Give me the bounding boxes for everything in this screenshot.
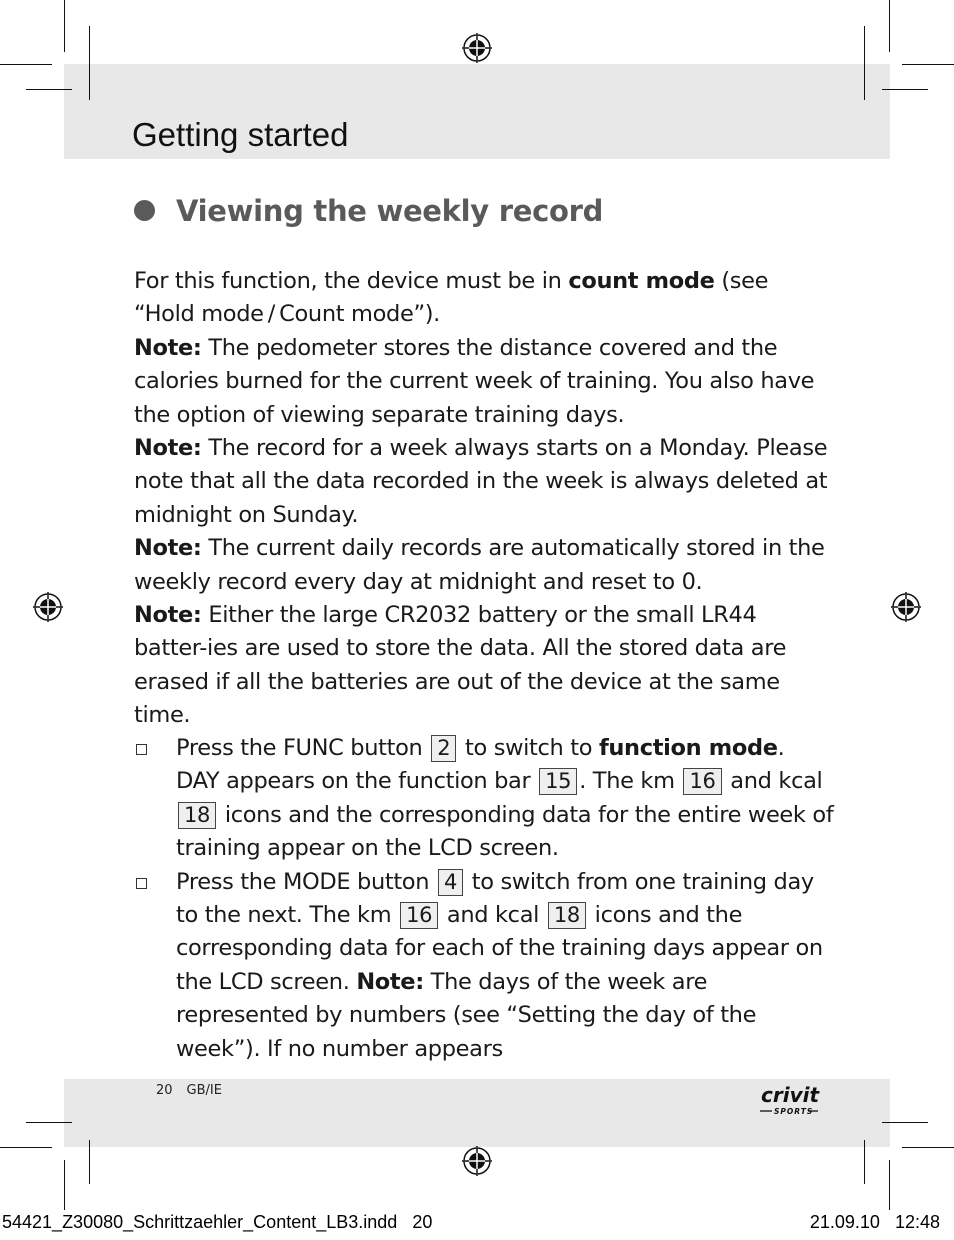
- list-item: [134, 866, 834, 1066]
- slug-date: 21.09.10: [809, 1212, 880, 1232]
- reference-number-box: 2: [431, 735, 456, 762]
- crop-mark: [26, 89, 72, 90]
- registration-mark-icon: [462, 1146, 492, 1176]
- section-bullet-icon: [134, 200, 155, 221]
- print-slug: [2, 1212, 952, 1233]
- bold-text: count mode: [568, 268, 715, 294]
- reference-number-box: 18: [548, 902, 586, 929]
- paragraph: [134, 332, 829, 432]
- text-run: Either the large CR2032 battery or the small LR44 batter-ies are used to store the data. All the stored data are erased if all the batteries are out of the device at the same time.: [134, 602, 787, 729]
- crop-mark: [26, 1122, 72, 1123]
- crop-mark: [89, 26, 90, 100]
- text-run: icons and the corresponding data for each of the training days appear on the LCD screen.: [176, 902, 823, 995]
- crop-mark: [864, 26, 865, 100]
- paragraph: [134, 599, 829, 733]
- crop-mark: [902, 1147, 954, 1148]
- crivit-sports-logo-icon: [758, 1080, 824, 1116]
- crop-mark: [0, 64, 52, 65]
- page-number: 20: [156, 1083, 173, 1098]
- bold-text: Note:: [134, 334, 202, 361]
- bold-text: function mode: [598, 735, 778, 761]
- logo-text: crivit: [761, 1083, 820, 1107]
- list-item: [134, 732, 834, 866]
- paragraph: [134, 432, 829, 532]
- reference-number-box: 15: [539, 768, 577, 795]
- reference-number-box: 16: [400, 902, 438, 929]
- registration-mark-icon: [891, 592, 921, 622]
- crop-mark: [889, 0, 890, 52]
- text-run: to switch to: [458, 735, 599, 761]
- crop-mark: [902, 64, 954, 65]
- checkbox-square-icon: [136, 878, 147, 889]
- reference-number-box: 16: [683, 768, 721, 795]
- text-run: Press the MODE button: [176, 868, 436, 895]
- logo-subtext: SPORTS: [774, 1107, 814, 1116]
- crop-mark: [0, 1147, 52, 1148]
- text-run: . The km: [579, 768, 682, 795]
- text-run: to switch from one training day to the next. The km: [176, 868, 814, 929]
- text-run: icons and the corresponding data for the entire week of training appear on the LCD screen.: [176, 801, 834, 862]
- text-run: and kcal: [440, 902, 546, 929]
- checkbox-square-icon: [136, 744, 147, 755]
- section-heading: Viewing the weekly record: [176, 194, 604, 228]
- crop-mark: [889, 1160, 890, 1210]
- slug-page: 20: [412, 1212, 433, 1232]
- crop-mark: [882, 1122, 928, 1123]
- body-text: [134, 265, 829, 733]
- text-run: The pedometer stores the distance covered and the calories burned for the current week of training. You also have the option of viewing separate training days.: [134, 334, 815, 428]
- text-run: . DAY appears on the function bar: [176, 735, 785, 795]
- crop-mark: [89, 1140, 90, 1184]
- registration-mark-icon: [33, 592, 63, 622]
- slug-filename: 54421_Z30080_Schrittzaehler_Content_LB3.indd: [2, 1212, 398, 1232]
- crop-mark: [882, 89, 928, 90]
- paragraph: [134, 265, 829, 332]
- reference-number-box: 18: [178, 802, 216, 829]
- text-run: Press the FUNC button: [176, 735, 430, 761]
- text-run: For this function, the device must be in: [134, 268, 569, 294]
- text-run: and kcal: [723, 768, 823, 795]
- text-run: The record for a week always starts on a Monday. Please note that all the data recorded in the week is always deleted at midnight on Sunday.: [134, 435, 828, 528]
- instruction-list: [134, 732, 834, 1066]
- reference-number-box: 4: [438, 869, 463, 896]
- paragraph: [134, 532, 829, 599]
- registration-mark-icon: [462, 33, 492, 63]
- text-run: (see “Hold mode / Count mode”).: [134, 268, 769, 328]
- locale-label: GB/IE: [186, 1083, 222, 1098]
- folio: [156, 1083, 236, 1098]
- bold-text: Note:: [356, 968, 424, 995]
- bold-text: Note:: [134, 435, 202, 462]
- text-run: The days of the week are represented by numbers (see “Setting the day of the week”). If no number appears: [176, 968, 757, 1062]
- crop-mark: [864, 1140, 865, 1184]
- slug-time: 12:48: [894, 1212, 940, 1232]
- bold-text: Note:: [134, 602, 202, 629]
- page-title: Getting started: [132, 116, 349, 153]
- crop-mark: [64, 0, 65, 52]
- bold-text: Note:: [134, 535, 202, 562]
- crop-mark: [64, 1160, 65, 1210]
- text-run: The current daily records are automatically stored in the weekly record every day at midnight and reset to 0.: [134, 535, 825, 595]
